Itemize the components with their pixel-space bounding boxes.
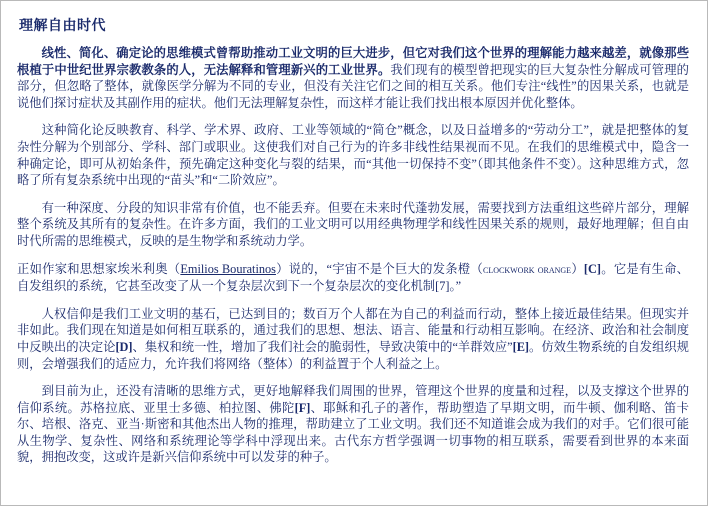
paragraph <box>17 45 689 111</box>
text-run: [7] <box>435 279 450 294</box>
text-run: 我们现有的模型曾把现实的巨大复杂性分解成可管理的部分，但忽略了整体，就像医学分解为不同的专业，但没有关注它们之间的相互关系。他们专注“线性”的因果关系，也就是说他们探讨症状及其副作用的症状。他们无法理解复杂性，而这样才能让我们找出根本原因并优化整体。 <box>17 62 689 110</box>
paragraph <box>17 122 689 188</box>
paragraph <box>17 261 689 295</box>
text-run: ） <box>571 261 584 276</box>
text-run: 正如作家和思想家埃米利奥（ <box>17 261 181 276</box>
text-run: 这种简化论反映教育、科学、学术界、政府、工业等领域的“简仓”概念，以及日益增多的“劳动分工”，就是把整体的复杂性分解为个别部分、学科、部门或职业。这使我们对自己行为的许多非线性结果视而不见。在我们的思维模式中，隐含一种确定论，即可从初始条件，预先确定这种变化与裂的结果，而“其他一切保持不变”（即其他条件不变）。这种思维方式，忽略了所有复杂系统中出现的“苗头”和“二阶效应”。 <box>17 123 689 188</box>
bold-text: [C] <box>583 261 601 276</box>
paragraph <box>17 306 689 372</box>
document-body <box>17 45 689 466</box>
bold-text: [F] <box>294 400 311 415</box>
text-run: 、集权和统一性，增加了我们社会的脆弱性，导致决策中的“羊群效应” <box>132 339 513 354</box>
page-title: 理解自由时代 <box>19 19 106 34</box>
text-run: 到目前为止，还没有清晰的思维方式，更好地解释我们周围的世界，管理这个世界的度量和过程，以及支撑这个世界的信仰系统。苏格拉底、亚里士多德、柏拉图、佛陀 <box>17 384 689 415</box>
text-run: 。它是有生命、自发组织的系统，它甚至改变了从一个复杂层次到下一个复杂层次的变化机制 <box>17 261 689 294</box>
text-run: 。仿效生物系统的自发组织规则，会增强我们的适应力，允许我们将网络（整体）的利益置于个人利益之上。 <box>17 339 689 371</box>
text-run: 有一种深度、分段的知识非常有价值，也不能丢弃。但要在未来时代蓬勃发展，需要找到方法重组这些碎片部分，理解整个系统及其所有的复杂性。在许多方面，我们的工业文明可以用经典物理学和线性因果关系的规则，最好地理解；但自由时代所需的思维模式，反映的是生物学和系统动力学。 <box>17 200 689 248</box>
bold-text: 线性、简化、确定论的思维模式曾帮助推动工业文明的巨大进步，但它对我们这个世界的理解能力越来越差，就像那些根植于中世纪世界宗教教条的人，无法解释和管理新兴的工业世界。 <box>17 46 689 77</box>
inline-link[interactable]: Emilios Bouratinos <box>180 261 276 276</box>
paragraph <box>17 383 689 466</box>
bold-text: [E] <box>512 339 530 354</box>
text-run: 。” <box>449 279 462 294</box>
text-run: ）说的，“宇宙不是个巨大的发条橙（ <box>275 261 484 276</box>
small-caps-text: clockwork orange <box>483 262 572 276</box>
bold-text: [D] <box>115 339 133 354</box>
text-run: 、耶稣和孔子的著作，帮助塑造了早期文明，而牛顿、伽利略、笛卡尔、培根、洛克、亚当·斯密和其他杰出人物的推理，帮助建立了工业文明。我们还不知道谁会成为我们的对手。它们很可能从生物学、复杂性、网络和系统理论等学科中浮现出来。古代东方哲学强调一切事物的相互联系，需要看到世界的本来面貌，拥抱改变，这或许是新兴信仰系统中可以发芽的种子。 <box>17 400 689 465</box>
text-run: 人权信仰是我们工业文明的基石，已达到目的；数百万个人都在为自己的利益而行动，整体上接近最佳结果。但现实并非如此。我们现在知道是如何相互联系的，通过我们的思想、想法、语言、能量和行动相互影响。在经济、政治和社会制度中反映出的决定论 <box>17 306 689 354</box>
paragraph <box>17 200 689 250</box>
